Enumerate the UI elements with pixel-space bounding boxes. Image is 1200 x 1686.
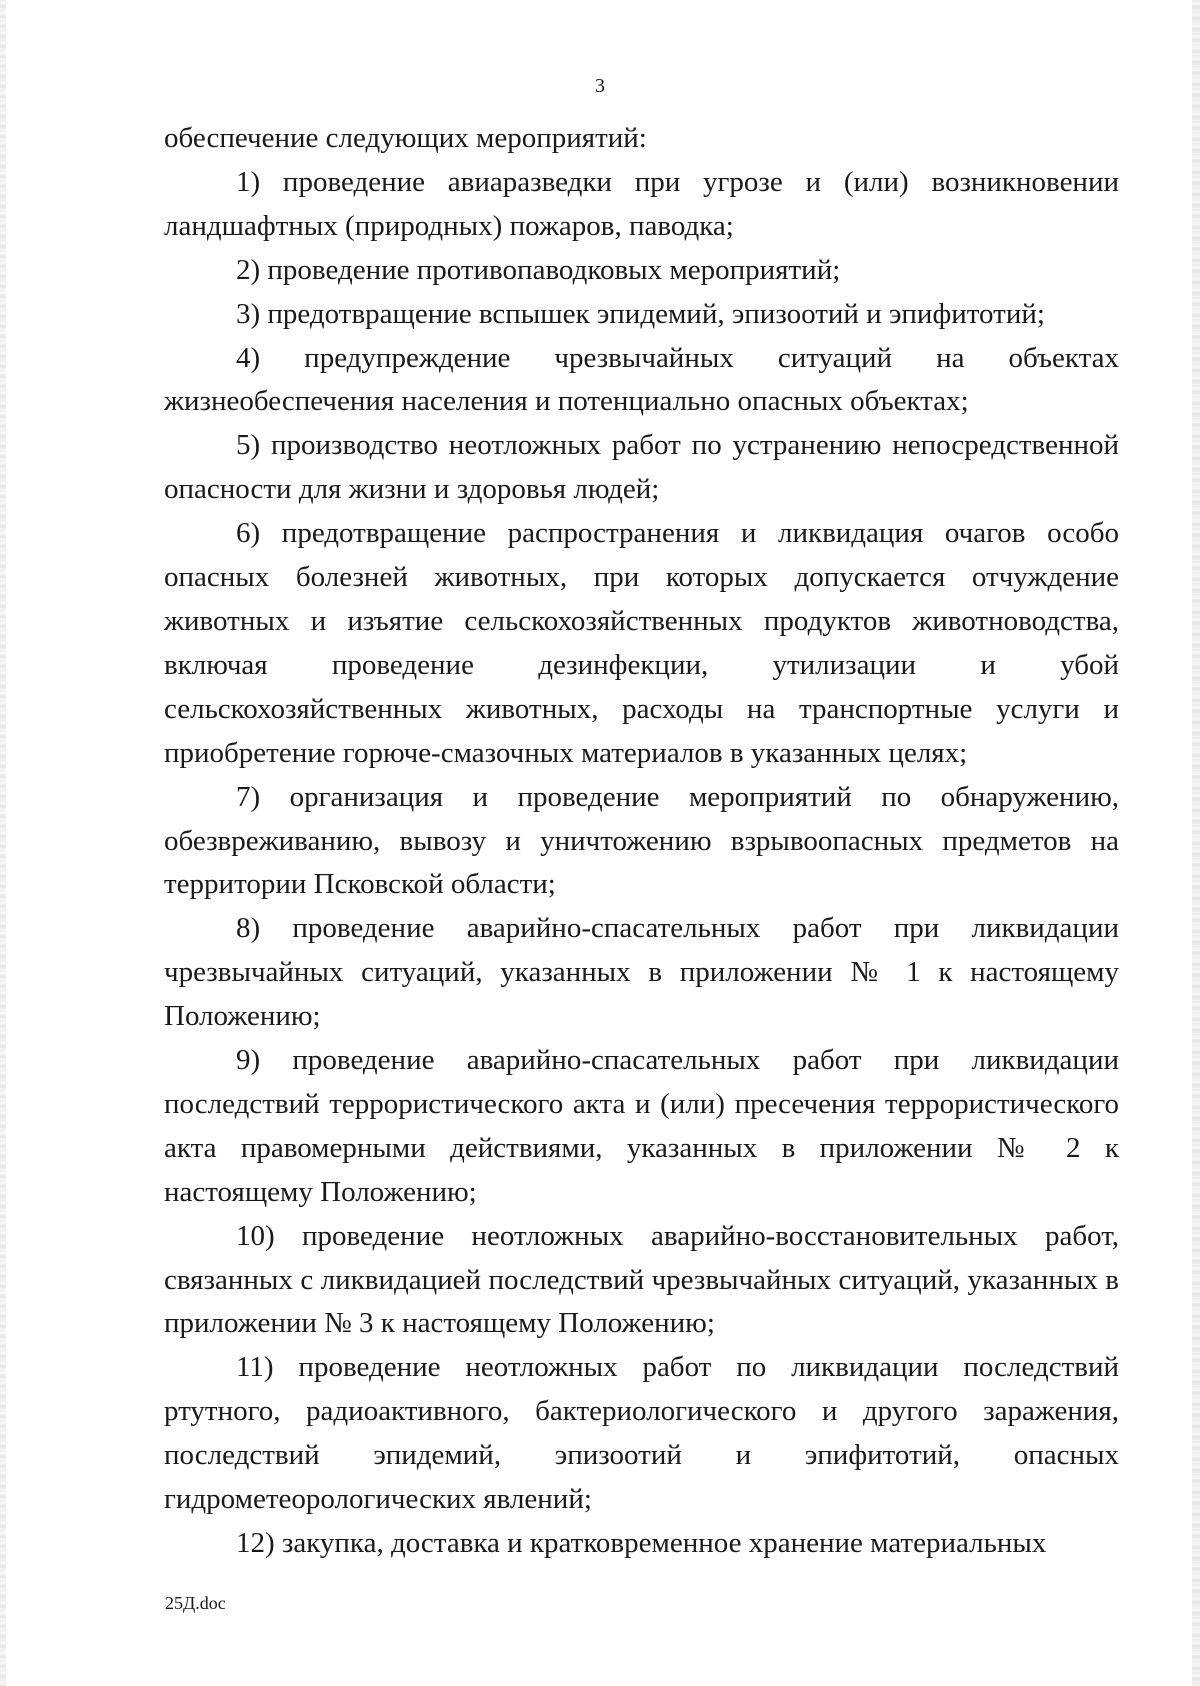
list-item-1: 1) проведение авиаразведки при угрозе и (или) возникновении ландшафтных (природных) пожаров, паводка; <box>164 165 1119 242</box>
scan-edge-left <box>0 0 6 1686</box>
list-item-11: 11) проведение неотложных работ по ликвидации последствий ртутного, радиоактивного, бактериологического и другого заражения, последствий эпидемий, эпизоотий и эпифитотий, опасных гидрометеорологических явлений; <box>164 1351 1119 1516</box>
list-item-3: 3) предотвращение вспышек эпидемий, эпизоотий и эпифитотий; <box>236 297 1045 330</box>
scan-edge-right <box>1192 0 1200 1686</box>
page-number: 3 <box>595 75 605 97</box>
list-item-8: 8) проведение аварийно-спасательных работ при ликвидации чрезвычайных ситуаций, указанных в приложении № 1 к настоящему Положению; <box>164 912 1119 1033</box>
document-body <box>164 117 1119 1566</box>
list-item-6: 6) предотвращение распространения и ликвидация очагов особо опасных болезней животных, при которых допускается отчуждение животных и изъятие сельскохозяйственных продуктов животноводства, включая проведение дезинфекции, утилизации и убой сельскохозяйственных животных, расходы на транспортные услуги и приобретение горюче-смазочных материалов в указанных целях; <box>164 517 1119 769</box>
list-item-10: 10) проведение неотложных аварийно-восстановительных работ, связанных с ликвидацией последствий чрезвычайных ситуаций, указанных в приложении № 3 к настоящему Положению; <box>164 1219 1119 1340</box>
list-item-7: 7) организация и проведение мероприятий по обнаружению, обезвреживанию, вывозу и уничтожению взрывоопасных предметов на территории Псковской области; <box>164 780 1119 901</box>
document-footer: 25Д.doc <box>165 1593 226 1613</box>
list-item-9: 9) проведение аварийно-спасательных работ при ликвидации последствий террористического акта и (или) пресечения террористического акта правомерными действиями, указанных в приложении № 2 к настоящему Положению; <box>164 1044 1119 1208</box>
list-item-2: 2) проведение противопаводковых мероприятий; <box>236 253 841 286</box>
paragraph-continuation: обеспечение следующих мероприятий: <box>164 122 647 154</box>
list-item-5: 5) производство неотложных работ по устранению непосредственной опасности для жизни и здоровья людей; <box>164 429 1119 506</box>
list-item-4: 4) предупреждение чрезвычайных ситуаций на объектах жизнеобеспечения населения и потенциально опасных объектах; <box>164 341 1119 418</box>
list-item-12: 12) закупка, доставка и кратковременное хранение материальных <box>236 1527 1047 1559</box>
